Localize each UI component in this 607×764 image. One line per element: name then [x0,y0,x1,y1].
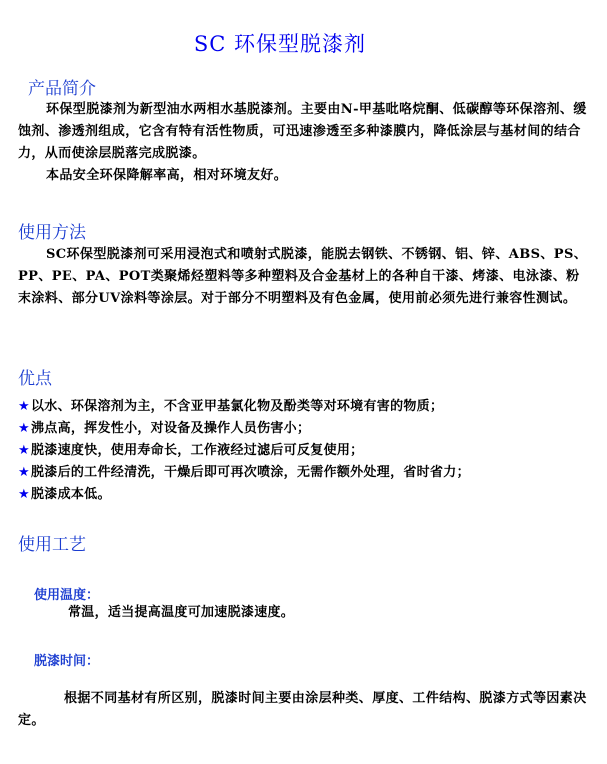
advantage-text: 脱漆速度快，使用寿命长，工作液经过滤后可反复使用； [30,443,364,458]
list-item [18,396,598,418]
document-title: SC 环保型脱漆剂 [193,32,367,56]
star-icon: ★ [18,399,30,414]
usage-paragraph: SC环保型脱漆剂可采用浸泡式和喷射式脱漆，能脱去钢铁、不锈钢、铝、锌、ABS、PS、PP、PE、PA、POT类聚烯烃塑料等多种塑料及合金基材上的各种自干漆、烤漆、电泳漆、粉末涂料、部分UV涂料等涂层。对于部分不明塑料及有色金属，使用前必须先进行兼容性测试。 [18,247,588,306]
star-icon: ★ [18,421,30,436]
list-item [18,462,598,484]
star-icon: ★ [18,465,30,480]
time-label: 脱漆时间： [34,654,100,669]
usage-heading: 使用方法 [18,223,86,243]
advantage-text: 脱漆后的工件经清洗，干燥后即可再次喷涂，无需作额外处理，省时省力； [30,465,470,480]
list-item [18,440,598,462]
advantages-list [18,396,598,506]
advantage-text: 脱漆成本低。 [30,487,111,502]
temperature-text: 常温，适当提高温度可加速脱漆速度。 [68,605,295,620]
intro-heading: 产品简介 [28,79,96,99]
process-heading: 使用工艺 [18,535,86,555]
intro-safety-note: 本品安全环保降解率高，相对环境友好。 [46,168,288,183]
star-icon: ★ [18,443,30,458]
advantages-heading: 优点 [18,369,52,389]
temperature-label: 使用温度： [34,588,100,603]
intro-paragraph: 环保型脱漆剂为新型油水两相水基脱漆剂。主要由N-甲基吡咯烷酮、低碳醇等环保溶剂、缓蚀剂、渗透剂组成，它含有特有活性物质，可迅速渗透至多种漆膜内，降低涂层与基材间的结合力，从而使涂层脱落完成脱漆。 [18,102,587,161]
list-item [18,418,598,440]
time-text: 根据不同基材有所区别，脱漆时间主要由涂层种类、厚度、工件结构、脱漆方式等因素决定。 [18,691,587,728]
star-icon: ★ [18,487,30,502]
list-item [18,484,598,506]
advantage-text: 以水、环保溶剂为主，不含亚甲基氯化物及酚类等对环境有害的物质； [30,399,444,414]
advantage-text: 沸点高，挥发性小，对设备及操作人员伤害小； [30,421,311,436]
